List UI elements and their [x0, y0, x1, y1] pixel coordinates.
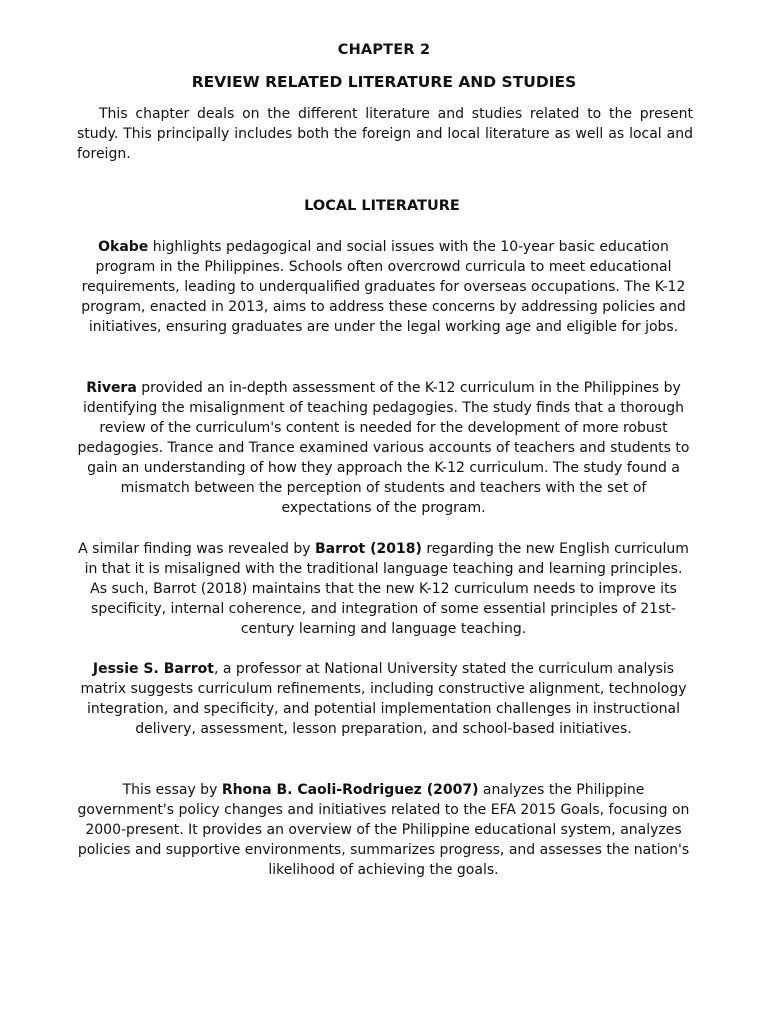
paragraph-caoli-rodriguez [75, 780, 692, 880]
paragraph-body: highlights pedagogical and social issues with the 10-year basic education program in the Philippines. Schools often overcrowd curricula to meet educational requirements, leading to underqualified graduates for overseas occupations. The K-12 program, enacted in 2013, aims to address these concerns by addressing policies and initiatives, ensuring graduates are under the legal working age and eligible for jobs. [81, 239, 686, 335]
paragraph-lead: This essay by [122, 782, 222, 798]
author-name: Rhona B. Caoli-Rodriguez (2007) [221, 782, 479, 798]
paragraph-lead: A similar finding was revealed by [78, 541, 315, 557]
chapter-label: CHAPTER 2 [337, 42, 431, 58]
paragraph-body: , a professor at National University stated the curriculum analysis matrix suggests curriculum refinements, including constructive alignment, technology integration, and specificity, and potential implementation challenges in instructional delivery, assessment, lesson preparation, and school-based initiatives. [80, 661, 687, 737]
author-name: Jessie S. Barrot [92, 661, 214, 677]
author-name: Barrot (2018) [315, 541, 422, 557]
chapter-title: REVIEW RELATED LITERATURE AND STUDIES [191, 73, 577, 91]
paragraph-barrot-2018 [75, 539, 692, 639]
paragraph-body: regarding the new English curriculum in that it is misaligned with the traditional language teaching and learning principles. As such, Barrot (2018) maintains that the new K-12 curriculum needs to improve its specificity, internal coherence, and integration of some essential principles of 21st-century learning and language teaching. [84, 541, 689, 637]
paragraph-jessie-barrot [75, 659, 692, 739]
paragraph-okabe [75, 237, 692, 337]
section-heading-local-literature: LOCAL LITERATURE [304, 198, 460, 214]
paragraph-body: analyzes the Philippine government's policy changes and initiatives related to the EFA 2015 Goals, focusing on 2000-present. It provides an overview of the Philippine educational system, analyzes policies and supportive environments, summarizes progress, and assesses the nation's likelihood of achieving the goals. [77, 782, 690, 878]
author-name: Rivera [86, 380, 137, 396]
paragraph-rivera [75, 378, 692, 518]
intro-paragraph: This chapter deals on the different literature and studies related to the present study. This principally includes both the foreign and local literature as well as local and foreign. [77, 106, 693, 162]
paragraph-body: provided an in-depth assessment of the K-12 curriculum in the Philippines by identifying the misalignment of teaching pedagogies. The study finds that a thorough review of the curriculum's content is needed for the development of more robust pedagogies. Trance and Trance examined various accounts of teachers and students to gain an understanding of how they approach the K-12 curriculum. The study found a mismatch between the perception of students and teachers with the set of expectations of the program. [77, 380, 690, 516]
author-name: Okabe [98, 239, 149, 255]
